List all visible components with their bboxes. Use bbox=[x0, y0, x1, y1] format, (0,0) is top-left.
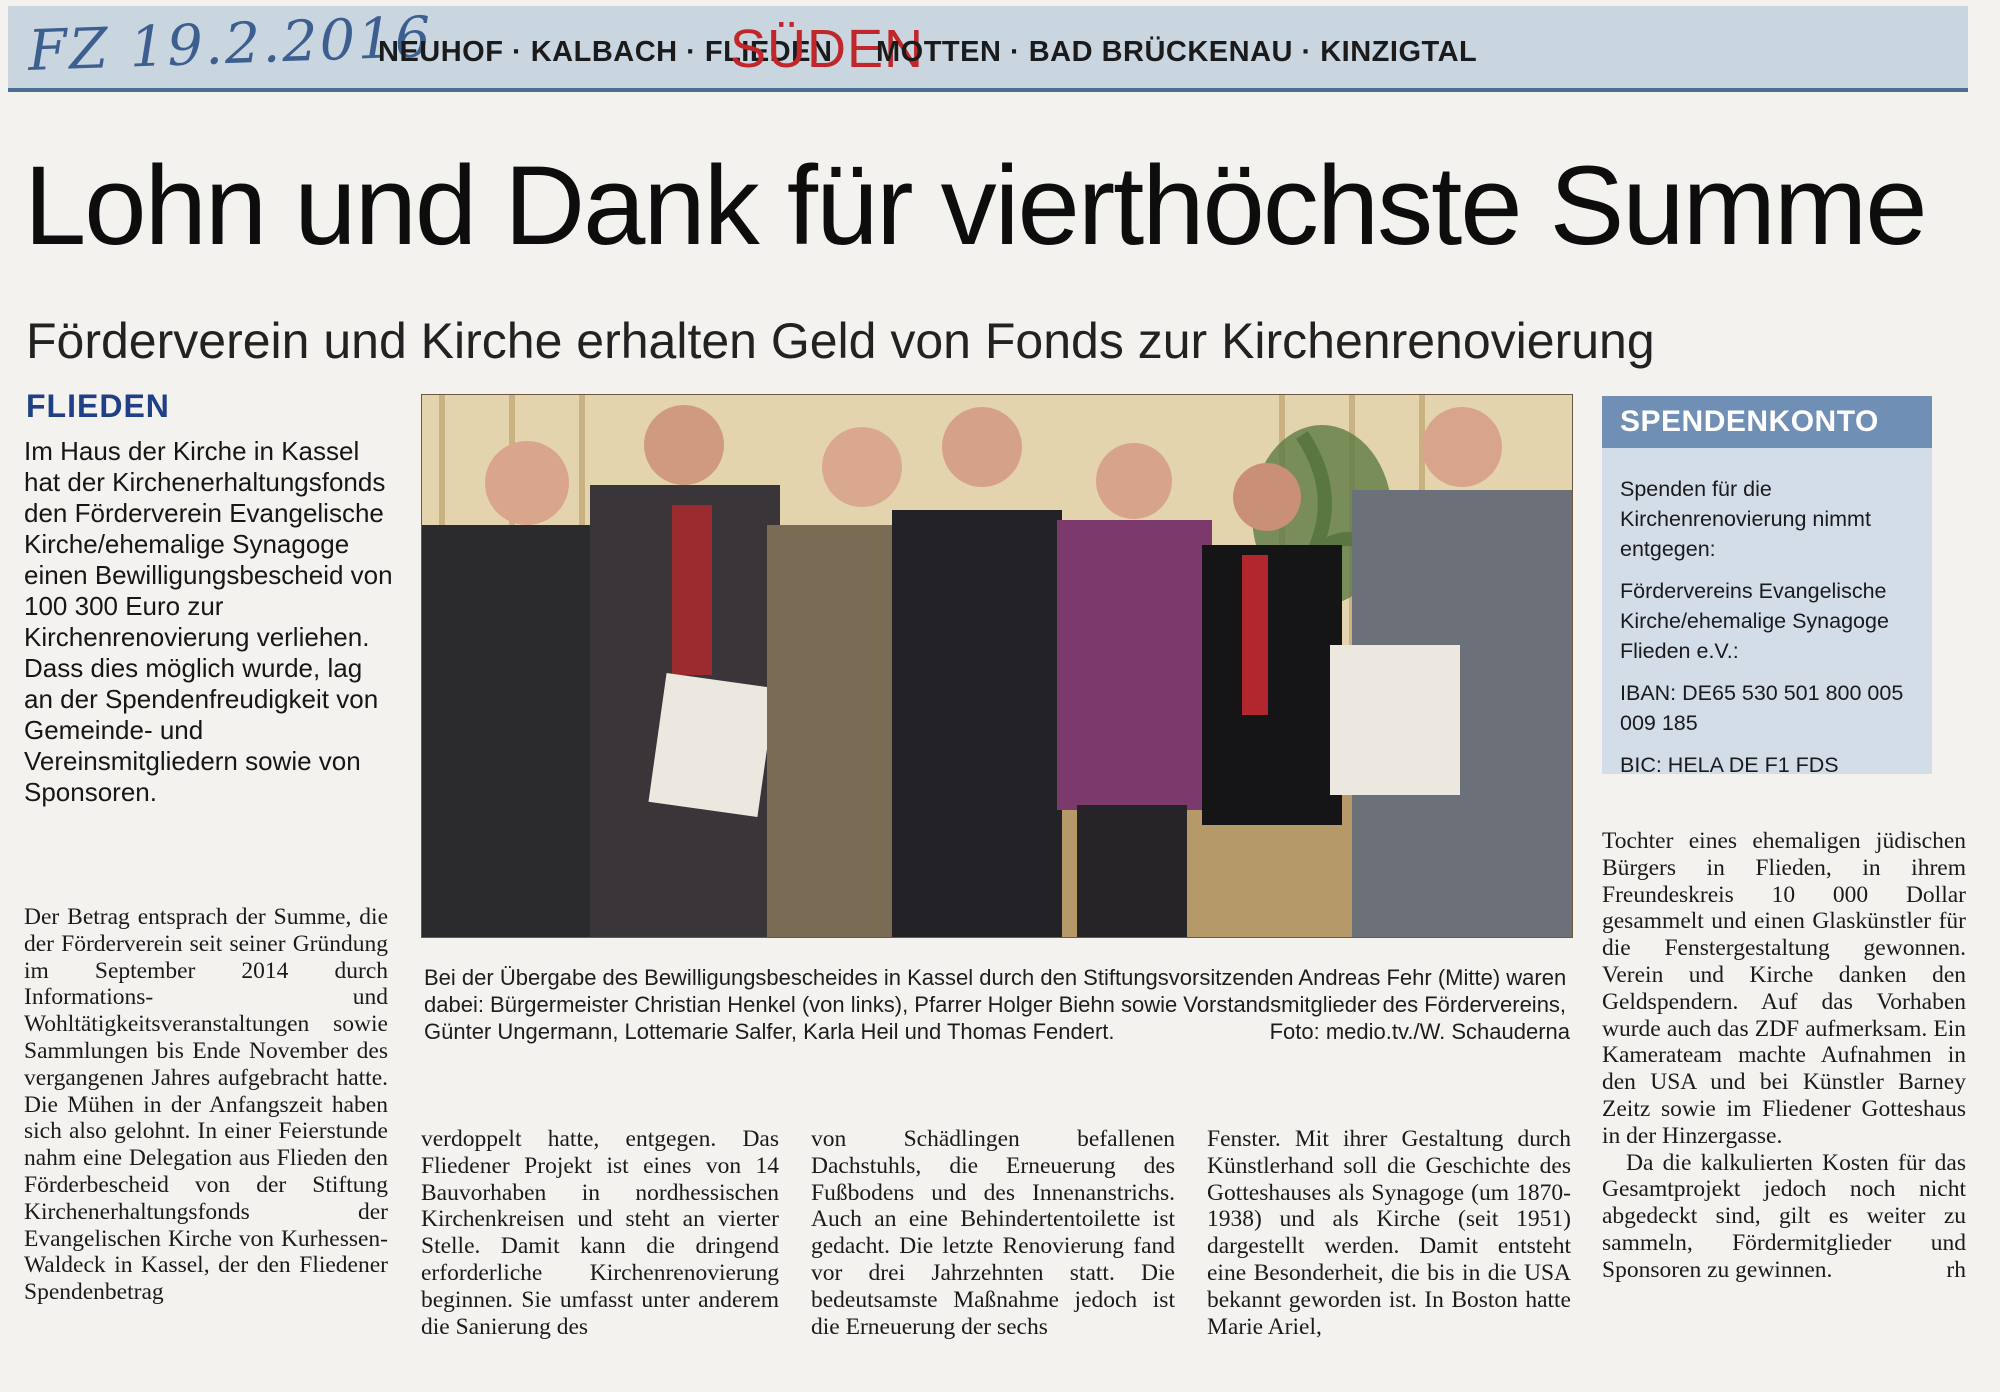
donation-holder: Fördervereins Evangelische Kirche/ehemalige Synagoge Flieden e.V.: bbox=[1620, 579, 1889, 663]
header-places-right: MOTTEN · BAD BRÜCKENAU · KINZIGTAL bbox=[876, 36, 1478, 68]
article-headline: Lohn und Dank für vierthöchste Summe bbox=[24, 143, 1926, 268]
body-column-2 bbox=[421, 1126, 779, 1340]
group-photo-illustration bbox=[422, 395, 1572, 937]
photo-credit: Foto: medio.tv./W. Schauderna bbox=[1269, 1019, 1570, 1044]
donation-bic: BIC: HELA DE F1 FDS bbox=[1620, 753, 1839, 777]
donation-intro: Spenden für die Kirchenrenovierung nimmt entgegen: bbox=[1620, 477, 1871, 561]
lead-paragraph bbox=[24, 436, 394, 808]
dateline: FLIEDEN bbox=[26, 388, 170, 424]
caption-text: Bei der Übergabe des Bewilligungsbescheides in Kassel durch den Stiftungsvorsitzenden Andreas Fehr (Mitte) waren dabei: Bürgermeister Christian Henkel (von links), Pfarrer Holger Biehn sowie Vorstandsmitglieder des Fördervereins, Günter Ungermann, Lottemarie Salfer, Karla Heil und Thomas Fendert. bbox=[424, 965, 1567, 1044]
body-column-3 bbox=[811, 1126, 1175, 1340]
body-column-5-text: Tochter eines ehemaligen jüdischen Bürgers in Flieden, in ihrem Freundeskreis 10 000 Dollar gesammelt und einen Glaskünstler für die Fenstergestaltung gewonnen. Verein und Kirche danken den Geldspendern. Auf das Vorhaben wurde auch das ZDF aufmerksam. Ein Kamerateam machte Aufnahmen in den USA und bei Künstler Barney Zeitz sowie im Fliedener Gotteshaus in der Hinzergasse. bbox=[1602, 828, 1966, 1149]
author-initials: rh bbox=[1946, 1256, 1966, 1283]
donation-box-title: SPENDENKONTO bbox=[1602, 396, 1932, 448]
body-column-1-text: Der Betrag entsprach der Summe, die der Förderverein seit seiner Gründung im September 2014 durch Informations- und Wohltätigkeitsveranstaltungen sowie Sammlungen bis Ende November des vergangenen Jahres aufgebracht hatte. Die Mühen in der Anfangszeit haben sich also gelohnt. In einer Feierstunde nahm eine Delegation aus Flieden den Förderbescheid von der Stiftung Kirchenerhaltungsfonds der Evangelischen Kirche von Kurhessen-Waldeck in Kassel, der den Fliedener Spendenbetrag bbox=[24, 904, 388, 1306]
body-column-3-text: von Schädlingen befallenen Dachstuhls, die Erneuerung des Fußbodens und des Innenanstrichs. Auch an eine Behindertentoilette ist gedacht. Die letzte Renovierung fand vor drei Jahrzehnten statt. Die bedeutsamste Maßnahme jedoch ist die Erneuerung der sechs bbox=[811, 1126, 1175, 1340]
donation-account-box bbox=[1602, 396, 1932, 777]
body-column-4 bbox=[1207, 1126, 1571, 1340]
body-column-5 bbox=[1602, 828, 1966, 1284]
article-photo bbox=[421, 394, 1573, 938]
section-name: SÜDEN bbox=[730, 19, 925, 79]
lead-text: Im Haus der Kirche in Kassel hat der Kirchenerhaltungsfonds den Förderverein Evangelische Kirche/ehemalige Synagoge einen Bewilligungsbescheid von 100 300 Euro zur Kirchenrenovierung verliehen. Dass dies möglich wurde, lag an der Spendenfreudigkeit von Gemeinde- und Vereinsmitgliedern sowie von Sponsoren. bbox=[24, 436, 393, 807]
body-column-1 bbox=[24, 904, 388, 1306]
header-places-left: NEUHOF · KALBACH · FLIEDEN bbox=[378, 36, 833, 68]
handwritten-date-note: FZ 19.2.2016 bbox=[26, 4, 434, 85]
donation-iban: IBAN: DE65 530 501 800 005 009 185 bbox=[1620, 681, 1904, 735]
photo-caption bbox=[424, 964, 1570, 1045]
body-column-2-text: verdoppelt hatte, entgegen. Das Fliedener Projekt ist eines von 14 Bauvorhaben in nordhessischen Kirchenkreisen und steht an vierter Stelle. Damit kann die dringend erforderliche Kirchenrenovierung beginnen. Sie umfasst unter anderem die Sanierung des bbox=[421, 1126, 779, 1340]
adjacent-article-bleed bbox=[1860, 150, 1990, 370]
closing-text: Da die kalkulierten Kosten für das Gesamtprojekt jedoch noch nicht abgedeckt sind, gilt es weiter zu sammeln, Fördermitglieder und Sponsoren zu gewinnen. bbox=[1602, 1149, 1966, 1283]
donation-box-body bbox=[1620, 474, 1920, 792]
body-column-5-closing bbox=[1602, 1150, 1966, 1284]
body-column-4-text: Fenster. Mit ihrer Gestaltung durch Künstlerhand soll die Geschichte des Gotteshauses als Synagoge (um 1870-1938) und als Kirche (seit 1951) dargestellt werden. Damit entsteht eine Besonderheit, die bis in die USA bekannt geworden ist. In Boston hatte Marie Ariel, bbox=[1207, 1126, 1571, 1340]
article-subhead: Förderverein und Kirche erhalten Geld von Fonds zur Kirchenrenovierung bbox=[26, 313, 1655, 369]
